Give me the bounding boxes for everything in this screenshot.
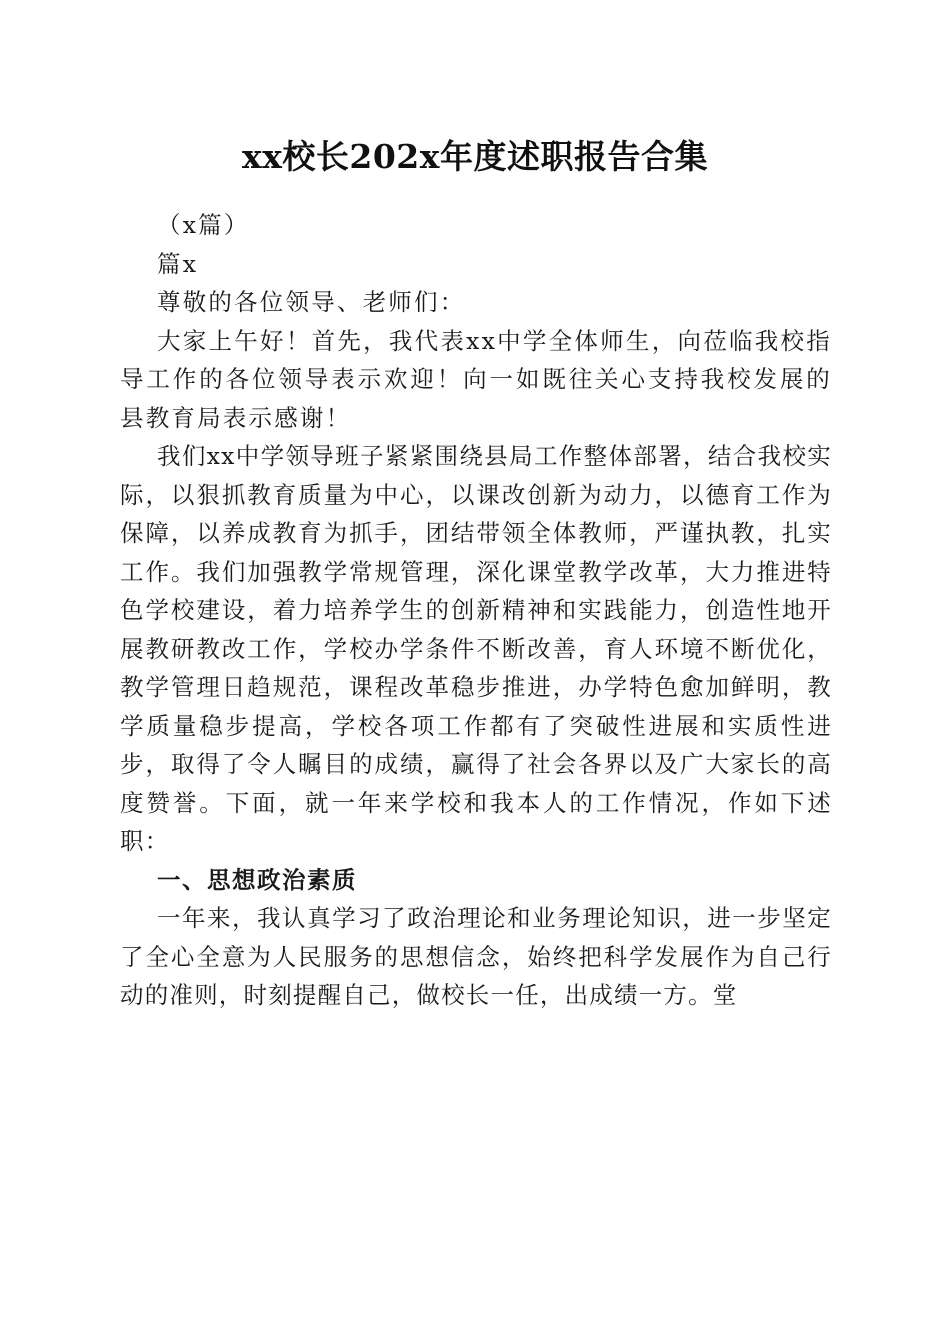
document-body	[120, 206, 832, 1015]
paragraph-overview: 我们xx中学领导班子紧紧围绕县局工作整体部署，结合我校实际，以狠抓教育质量为中心，以课改创新为动力，以德育工作为保障，以养成教育为抓手，团结带领全体教师，严谨执教，扎实工作。我们加强教学常规管理，深化课堂教学改革，大力推进特色学校建设，着力培养学生的创新精神和实践能力，创造性地开展教研教改工作，学校办学条件不断改善，育人环境不断优化，教学管理日趋规范，课程改革稳步推进，办学特色愈加鲜明，教学质量稳步提高，学校各项工作都有了突破性进展和实质性进步，取得了令人瞩目的成绩，赢得了社会各界以及广大家长的高度赞誉。下面，就一年来学校和我本人的工作情况，作如下述职：	[120, 442, 832, 855]
paragraph-greeting: 大家上午好！首先，我代表xx中学全体师生，向莅临我校指导工作的各位领导表示欢迎！向一如既往关心支持我校发展的县教育局表示感谢！	[120, 326, 832, 432]
document-subtitle: （x篇）	[157, 211, 250, 239]
section-paragraph: 一年来，我认真学习了政治理论和业务理论知识，进一步坚定了全心全意为人民服务的思想信念，始终把科学发展作为自己行动的准则，时刻提醒自己，做校长一任，出成绩一方。堂	[120, 904, 832, 1009]
document-title: xx校长202x年度述职报告合集	[242, 137, 708, 176]
salutation: 尊敬的各位领导、老师们：	[157, 288, 466, 316]
part-label: 篇x	[157, 249, 199, 278]
section-heading: 一、思想政治素质	[157, 865, 357, 894]
